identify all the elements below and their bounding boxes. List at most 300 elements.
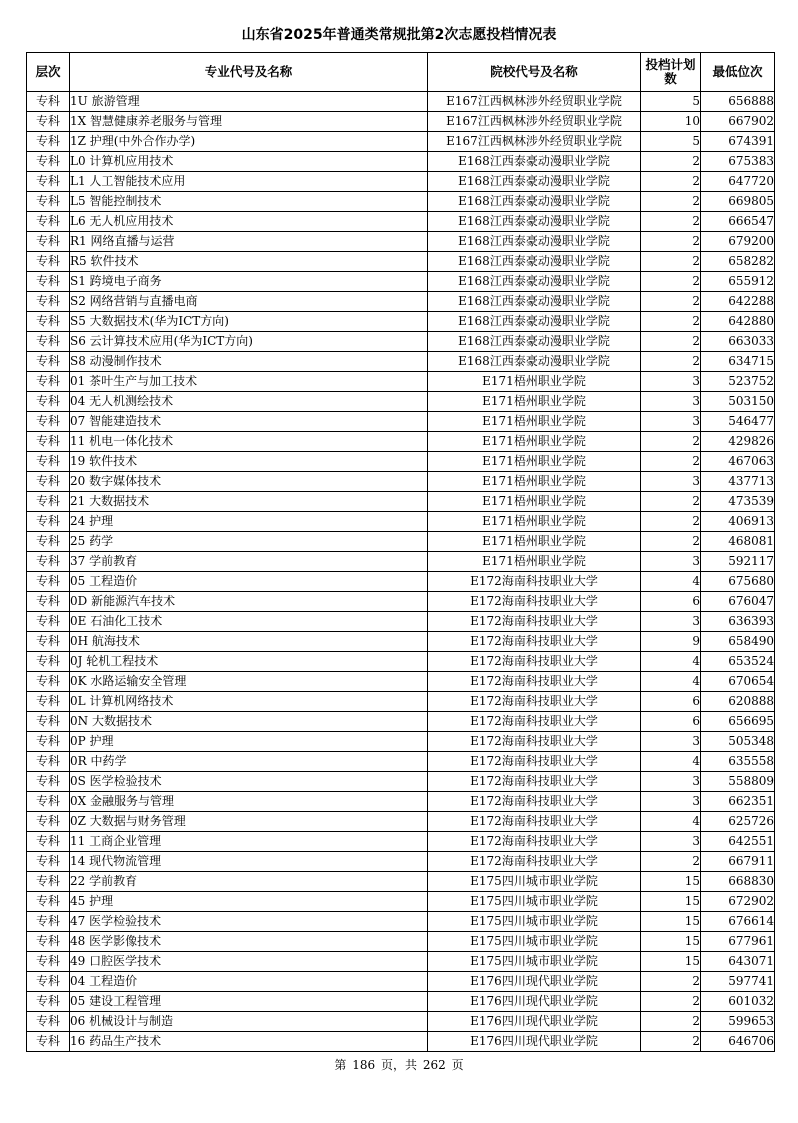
table-row bbox=[27, 652, 775, 672]
cell-level: 专科 bbox=[27, 812, 70, 832]
cell-major: 01 茶叶生产与加工技术 bbox=[70, 372, 428, 392]
cell-level: 专科 bbox=[27, 192, 70, 212]
cell-rank: 663033 bbox=[701, 332, 775, 352]
cell-school: E172海南科技职业大学 bbox=[428, 792, 641, 812]
cell-plan: 2 bbox=[641, 292, 701, 312]
cell-major: 25 药学 bbox=[70, 532, 428, 552]
cell-school: E176四川现代职业学院 bbox=[428, 992, 641, 1012]
cell-major: S2 网络营销与直播电商 bbox=[70, 292, 428, 312]
cell-level: 专科 bbox=[27, 452, 70, 472]
cell-major: S5 大数据技术(华为ICT方向) bbox=[70, 312, 428, 332]
cell-school: E167江西枫林涉外经贸职业学院 bbox=[428, 112, 641, 132]
cell-rank: 647720 bbox=[701, 172, 775, 192]
cell-school: E168江西泰豪动漫职业学院 bbox=[428, 212, 641, 232]
cell-school: E172海南科技职业大学 bbox=[428, 852, 641, 872]
cell-rank: 601032 bbox=[701, 992, 775, 1012]
cell-school: E171梧州职业学院 bbox=[428, 412, 641, 432]
cell-school: E172海南科技职业大学 bbox=[428, 732, 641, 752]
cell-major: 0H 航海技术 bbox=[70, 632, 428, 652]
cell-plan: 2 bbox=[641, 352, 701, 372]
cell-major: 19 软件技术 bbox=[70, 452, 428, 472]
cell-major: 47 医学检验技术 bbox=[70, 912, 428, 932]
cell-major: 0X 金融服务与管理 bbox=[70, 792, 428, 812]
table-row bbox=[27, 752, 775, 772]
cell-plan: 2 bbox=[641, 312, 701, 332]
cell-major: R1 网络直播与运营 bbox=[70, 232, 428, 252]
cell-level: 专科 bbox=[27, 912, 70, 932]
cell-school: E171梧州职业学院 bbox=[428, 492, 641, 512]
cell-plan: 2 bbox=[641, 452, 701, 472]
cell-major: 07 智能建造技术 bbox=[70, 412, 428, 432]
table-row bbox=[27, 1012, 775, 1032]
cell-major: 1U 旅游管理 bbox=[70, 92, 428, 112]
cell-level: 专科 bbox=[27, 292, 70, 312]
cell-rank: 672902 bbox=[701, 892, 775, 912]
cell-rank: 662351 bbox=[701, 792, 775, 812]
cell-major: 48 医学影像技术 bbox=[70, 932, 428, 952]
cell-plan: 3 bbox=[641, 832, 701, 852]
table-row bbox=[27, 252, 775, 272]
cell-level: 专科 bbox=[27, 272, 70, 292]
cell-level: 专科 bbox=[27, 372, 70, 392]
cell-major: 11 工商企业管理 bbox=[70, 832, 428, 852]
cell-school: E168江西泰豪动漫职业学院 bbox=[428, 232, 641, 252]
cell-major: 0S 医学检验技术 bbox=[70, 772, 428, 792]
cell-plan: 2 bbox=[641, 232, 701, 252]
cell-rank: 669805 bbox=[701, 192, 775, 212]
cell-rank: 655912 bbox=[701, 272, 775, 292]
table-row bbox=[27, 272, 775, 292]
cell-plan: 2 bbox=[641, 252, 701, 272]
cell-plan: 2 bbox=[641, 332, 701, 352]
footer-prefix: 第 bbox=[334, 1058, 347, 1072]
cell-major: 0K 水路运输安全管理 bbox=[70, 672, 428, 692]
cell-level: 专科 bbox=[27, 992, 70, 1012]
cell-level: 专科 bbox=[27, 1032, 70, 1052]
cell-major: 0N 大数据技术 bbox=[70, 712, 428, 732]
cell-school: E172海南科技职业大学 bbox=[428, 592, 641, 612]
cell-plan: 15 bbox=[641, 872, 701, 892]
cell-major: 16 药品生产技术 bbox=[70, 1032, 428, 1052]
table-row bbox=[27, 932, 775, 952]
table-row bbox=[27, 872, 775, 892]
cell-plan: 4 bbox=[641, 752, 701, 772]
page-footer bbox=[0, 1058, 798, 1072]
cell-level: 专科 bbox=[27, 572, 70, 592]
cell-school: E168江西泰豪动漫职业学院 bbox=[428, 272, 641, 292]
page-title: 山东省2025年普通类常规批第2次志愿投档情况表 bbox=[241, 27, 557, 43]
cell-plan: 15 bbox=[641, 932, 701, 952]
table-row bbox=[27, 432, 775, 452]
cell-rank: 656695 bbox=[701, 712, 775, 732]
cell-level: 专科 bbox=[27, 952, 70, 972]
cell-plan: 3 bbox=[641, 392, 701, 412]
table-row bbox=[27, 732, 775, 752]
cell-school: E172海南科技职业大学 bbox=[428, 652, 641, 672]
cell-plan: 2 bbox=[641, 532, 701, 552]
table-row bbox=[27, 292, 775, 312]
cell-major: 0L 计算机网络技术 bbox=[70, 692, 428, 712]
cell-rank: 658490 bbox=[701, 632, 775, 652]
cell-major: 0Z 大数据与财务管理 bbox=[70, 812, 428, 832]
table-row bbox=[27, 332, 775, 352]
cell-rank: 468081 bbox=[701, 532, 775, 552]
cell-school: E176四川现代职业学院 bbox=[428, 1032, 641, 1052]
table-row bbox=[27, 372, 775, 392]
cell-plan: 2 bbox=[641, 1032, 701, 1052]
footer-total-pages: 262 bbox=[422, 1058, 446, 1072]
table-row bbox=[27, 972, 775, 992]
cell-level: 专科 bbox=[27, 732, 70, 752]
cell-level: 专科 bbox=[27, 132, 70, 152]
cell-school: E175四川城市职业学院 bbox=[428, 872, 641, 892]
cell-rank: 668830 bbox=[701, 872, 775, 892]
admission-table bbox=[26, 52, 775, 1052]
cell-school: E172海南科技职业大学 bbox=[428, 692, 641, 712]
cell-level: 专科 bbox=[27, 772, 70, 792]
cell-rank: 467063 bbox=[701, 452, 775, 472]
cell-school: E172海南科技职业大学 bbox=[428, 832, 641, 852]
cell-major: 06 机械设计与制造 bbox=[70, 1012, 428, 1032]
cell-plan: 2 bbox=[641, 192, 701, 212]
cell-rank: 523752 bbox=[701, 372, 775, 392]
cell-rank: 674391 bbox=[701, 132, 775, 152]
header-level: 层次 bbox=[27, 53, 70, 92]
cell-plan: 4 bbox=[641, 652, 701, 672]
header-major: 专业代号及名称 bbox=[70, 53, 428, 92]
table-row bbox=[27, 1032, 775, 1052]
cell-plan: 6 bbox=[641, 712, 701, 732]
cell-plan: 4 bbox=[641, 572, 701, 592]
cell-level: 专科 bbox=[27, 112, 70, 132]
cell-plan: 2 bbox=[641, 972, 701, 992]
cell-plan: 2 bbox=[641, 172, 701, 192]
cell-level: 专科 bbox=[27, 412, 70, 432]
cell-rank: 505348 bbox=[701, 732, 775, 752]
cell-major: S8 动漫制作技术 bbox=[70, 352, 428, 372]
cell-school: E175四川城市职业学院 bbox=[428, 932, 641, 952]
cell-school: E171梧州职业学院 bbox=[428, 392, 641, 412]
cell-school: E176四川现代职业学院 bbox=[428, 972, 641, 992]
table-row bbox=[27, 352, 775, 372]
cell-level: 专科 bbox=[27, 652, 70, 672]
cell-rank: 429826 bbox=[701, 432, 775, 452]
cell-major: 05 建设工程管理 bbox=[70, 992, 428, 1012]
cell-rank: 667911 bbox=[701, 852, 775, 872]
table-row bbox=[27, 492, 775, 512]
cell-level: 专科 bbox=[27, 172, 70, 192]
cell-plan: 9 bbox=[641, 632, 701, 652]
table-row bbox=[27, 892, 775, 912]
cell-major: 04 无人机测绘技术 bbox=[70, 392, 428, 412]
cell-level: 专科 bbox=[27, 692, 70, 712]
cell-level: 专科 bbox=[27, 352, 70, 372]
footer-middle: 页，共 bbox=[380, 1058, 417, 1072]
cell-plan: 4 bbox=[641, 672, 701, 692]
cell-major: 1X 智慧健康养老服务与管理 bbox=[70, 112, 428, 132]
cell-major: 0E 石油化工技术 bbox=[70, 612, 428, 632]
cell-plan: 3 bbox=[641, 552, 701, 572]
cell-level: 专科 bbox=[27, 532, 70, 552]
cell-school: E171梧州职业学院 bbox=[428, 532, 641, 552]
cell-plan: 3 bbox=[641, 372, 701, 392]
cell-major: L6 无人机应用技术 bbox=[70, 212, 428, 232]
cell-rank: 546477 bbox=[701, 412, 775, 432]
cell-rank: 437713 bbox=[701, 472, 775, 492]
cell-major: 0J 轮机工程技术 bbox=[70, 652, 428, 672]
cell-school: E168江西泰豪动漫职业学院 bbox=[428, 252, 641, 272]
cell-rank: 643071 bbox=[701, 952, 775, 972]
cell-major: L0 计算机应用技术 bbox=[70, 152, 428, 172]
cell-level: 专科 bbox=[27, 672, 70, 692]
cell-level: 专科 bbox=[27, 512, 70, 532]
cell-major: R5 软件技术 bbox=[70, 252, 428, 272]
table-row bbox=[27, 572, 775, 592]
cell-rank: 675383 bbox=[701, 152, 775, 172]
table-row bbox=[27, 212, 775, 232]
cell-school: E168江西泰豪动漫职业学院 bbox=[428, 152, 641, 172]
table-row bbox=[27, 132, 775, 152]
table-row bbox=[27, 312, 775, 332]
cell-plan: 6 bbox=[641, 592, 701, 612]
footer-suffix: 页 bbox=[451, 1058, 464, 1072]
cell-rank: 503150 bbox=[701, 392, 775, 412]
cell-rank: 642288 bbox=[701, 292, 775, 312]
table-row bbox=[27, 792, 775, 812]
cell-major: 45 护理 bbox=[70, 892, 428, 912]
cell-plan: 2 bbox=[641, 492, 701, 512]
cell-major: 04 工程造价 bbox=[70, 972, 428, 992]
cell-major: 21 大数据技术 bbox=[70, 492, 428, 512]
table-row bbox=[27, 952, 775, 972]
table-header-row bbox=[27, 53, 775, 92]
cell-school: E168江西泰豪动漫职业学院 bbox=[428, 352, 641, 372]
cell-school: E175四川城市职业学院 bbox=[428, 892, 641, 912]
table-row bbox=[27, 552, 775, 572]
cell-school: E172海南科技职业大学 bbox=[428, 772, 641, 792]
cell-plan: 2 bbox=[641, 512, 701, 532]
cell-major: 1Z 护理(中外合作办学) bbox=[70, 132, 428, 152]
cell-plan: 2 bbox=[641, 152, 701, 172]
cell-rank: 620888 bbox=[701, 692, 775, 712]
cell-school: E171梧州职业学院 bbox=[428, 512, 641, 532]
table-row bbox=[27, 512, 775, 532]
footer-current-page: 186 bbox=[352, 1058, 376, 1072]
cell-school: E175四川城市职业学院 bbox=[428, 912, 641, 932]
cell-major: 22 学前教育 bbox=[70, 872, 428, 892]
cell-major: 0R 中药学 bbox=[70, 752, 428, 772]
cell-rank: 656888 bbox=[701, 92, 775, 112]
cell-level: 专科 bbox=[27, 752, 70, 772]
cell-major: 20 数字媒体技术 bbox=[70, 472, 428, 492]
cell-level: 专科 bbox=[27, 252, 70, 272]
table-row bbox=[27, 712, 775, 732]
cell-rank: 642880 bbox=[701, 312, 775, 332]
table-row bbox=[27, 452, 775, 472]
cell-school: E171梧州职业学院 bbox=[428, 452, 641, 472]
cell-school: E167江西枫林涉外经贸职业学院 bbox=[428, 92, 641, 112]
cell-rank: 666547 bbox=[701, 212, 775, 232]
cell-school: E171梧州职业学院 bbox=[428, 552, 641, 572]
cell-school: E168江西泰豪动漫职业学院 bbox=[428, 332, 641, 352]
header-plan: 投档计划数 bbox=[641, 53, 701, 92]
cell-rank: 473539 bbox=[701, 492, 775, 512]
cell-major: 05 工程造价 bbox=[70, 572, 428, 592]
cell-level: 专科 bbox=[27, 392, 70, 412]
table-row bbox=[27, 612, 775, 632]
cell-level: 专科 bbox=[27, 432, 70, 452]
header-rank: 最低位次 bbox=[701, 53, 775, 92]
cell-rank: 406913 bbox=[701, 512, 775, 532]
cell-major: 24 护理 bbox=[70, 512, 428, 532]
cell-school: E172海南科技职业大学 bbox=[428, 672, 641, 692]
cell-major: S1 跨境电子商务 bbox=[70, 272, 428, 292]
cell-plan: 15 bbox=[641, 912, 701, 932]
cell-school: E172海南科技职业大学 bbox=[428, 812, 641, 832]
cell-major: 37 学前教育 bbox=[70, 552, 428, 572]
cell-school: E172海南科技职业大学 bbox=[428, 712, 641, 732]
cell-level: 专科 bbox=[27, 472, 70, 492]
cell-school: E168江西泰豪动漫职业学院 bbox=[428, 192, 641, 212]
table-body bbox=[27, 92, 775, 1052]
cell-rank: 679200 bbox=[701, 232, 775, 252]
cell-rank: 653524 bbox=[701, 652, 775, 672]
cell-plan: 3 bbox=[641, 732, 701, 752]
cell-school: E171梧州职业学院 bbox=[428, 432, 641, 452]
cell-major: 0P 护理 bbox=[70, 732, 428, 752]
cell-level: 专科 bbox=[27, 632, 70, 652]
table-row bbox=[27, 152, 775, 172]
cell-rank: 597741 bbox=[701, 972, 775, 992]
cell-rank: 676614 bbox=[701, 912, 775, 932]
cell-major: 49 口腔医学技术 bbox=[70, 952, 428, 972]
cell-level: 专科 bbox=[27, 612, 70, 632]
cell-plan: 10 bbox=[641, 112, 701, 132]
cell-level: 专科 bbox=[27, 932, 70, 952]
cell-level: 专科 bbox=[27, 1012, 70, 1032]
cell-level: 专科 bbox=[27, 852, 70, 872]
cell-level: 专科 bbox=[27, 792, 70, 812]
cell-plan: 6 bbox=[641, 692, 701, 712]
cell-plan: 2 bbox=[641, 272, 701, 292]
cell-level: 专科 bbox=[27, 972, 70, 992]
cell-rank: 642551 bbox=[701, 832, 775, 852]
cell-plan: 3 bbox=[641, 472, 701, 492]
cell-school: E168江西泰豪动漫职业学院 bbox=[428, 292, 641, 312]
cell-rank: 625726 bbox=[701, 812, 775, 832]
cell-school: E172海南科技职业大学 bbox=[428, 752, 641, 772]
cell-rank: 592117 bbox=[701, 552, 775, 572]
cell-level: 专科 bbox=[27, 92, 70, 112]
cell-plan: 5 bbox=[641, 92, 701, 112]
cell-level: 专科 bbox=[27, 492, 70, 512]
cell-plan: 15 bbox=[641, 892, 701, 912]
cell-level: 专科 bbox=[27, 872, 70, 892]
cell-school: E172海南科技职业大学 bbox=[428, 632, 641, 652]
cell-rank: 599653 bbox=[701, 1012, 775, 1032]
cell-level: 专科 bbox=[27, 232, 70, 252]
table-row bbox=[27, 472, 775, 492]
table-row bbox=[27, 392, 775, 412]
cell-rank: 676047 bbox=[701, 592, 775, 612]
header-school: 院校代号及名称 bbox=[428, 53, 641, 92]
cell-level: 专科 bbox=[27, 892, 70, 912]
cell-plan: 2 bbox=[641, 1012, 701, 1032]
table-row bbox=[27, 172, 775, 192]
table-row bbox=[27, 852, 775, 872]
table-row bbox=[27, 192, 775, 212]
cell-rank: 670654 bbox=[701, 672, 775, 692]
table-row bbox=[27, 412, 775, 432]
cell-level: 专科 bbox=[27, 832, 70, 852]
cell-plan: 15 bbox=[641, 952, 701, 972]
cell-major: 14 现代物流管理 bbox=[70, 852, 428, 872]
cell-plan: 4 bbox=[641, 812, 701, 832]
cell-plan: 2 bbox=[641, 852, 701, 872]
cell-plan: 3 bbox=[641, 772, 701, 792]
table-row bbox=[27, 92, 775, 112]
cell-level: 专科 bbox=[27, 152, 70, 172]
cell-school: E172海南科技职业大学 bbox=[428, 612, 641, 632]
cell-level: 专科 bbox=[27, 592, 70, 612]
table-row bbox=[27, 692, 775, 712]
cell-level: 专科 bbox=[27, 552, 70, 572]
cell-rank: 636393 bbox=[701, 612, 775, 632]
cell-rank: 675680 bbox=[701, 572, 775, 592]
table-row bbox=[27, 832, 775, 852]
cell-rank: 646706 bbox=[701, 1032, 775, 1052]
table-row bbox=[27, 772, 775, 792]
cell-rank: 677961 bbox=[701, 932, 775, 952]
cell-major: L5 智能控制技术 bbox=[70, 192, 428, 212]
table-row bbox=[27, 632, 775, 652]
cell-school: E171梧州职业学院 bbox=[428, 472, 641, 492]
cell-major: L1 人工智能技术应用 bbox=[70, 172, 428, 192]
cell-plan: 2 bbox=[641, 212, 701, 232]
table-row bbox=[27, 532, 775, 552]
cell-level: 专科 bbox=[27, 312, 70, 332]
cell-plan: 2 bbox=[641, 432, 701, 452]
cell-rank: 667902 bbox=[701, 112, 775, 132]
cell-rank: 635558 bbox=[701, 752, 775, 772]
cell-plan: 3 bbox=[641, 612, 701, 632]
cell-plan: 3 bbox=[641, 792, 701, 812]
table-row bbox=[27, 232, 775, 252]
table-row bbox=[27, 812, 775, 832]
cell-rank: 558809 bbox=[701, 772, 775, 792]
cell-rank: 658282 bbox=[701, 252, 775, 272]
table-row bbox=[27, 912, 775, 932]
cell-school: E175四川城市职业学院 bbox=[428, 952, 641, 972]
cell-level: 专科 bbox=[27, 212, 70, 232]
cell-school: E167江西枫林涉外经贸职业学院 bbox=[428, 132, 641, 152]
cell-major: S6 云计算技术应用(华为ICT方向) bbox=[70, 332, 428, 352]
cell-school: E172海南科技职业大学 bbox=[428, 572, 641, 592]
table-row bbox=[27, 112, 775, 132]
table-row bbox=[27, 592, 775, 612]
cell-rank: 634715 bbox=[701, 352, 775, 372]
cell-level: 专科 bbox=[27, 332, 70, 352]
cell-school: E171梧州职业学院 bbox=[428, 372, 641, 392]
cell-plan: 2 bbox=[641, 992, 701, 1012]
table-row bbox=[27, 992, 775, 1012]
cell-school: E168江西泰豪动漫职业学院 bbox=[428, 312, 641, 332]
cell-school: E168江西泰豪动漫职业学院 bbox=[428, 172, 641, 192]
cell-plan: 3 bbox=[641, 412, 701, 432]
cell-major: 0D 新能源汽车技术 bbox=[70, 592, 428, 612]
table-row bbox=[27, 672, 775, 692]
cell-school: E176四川现代职业学院 bbox=[428, 1012, 641, 1032]
